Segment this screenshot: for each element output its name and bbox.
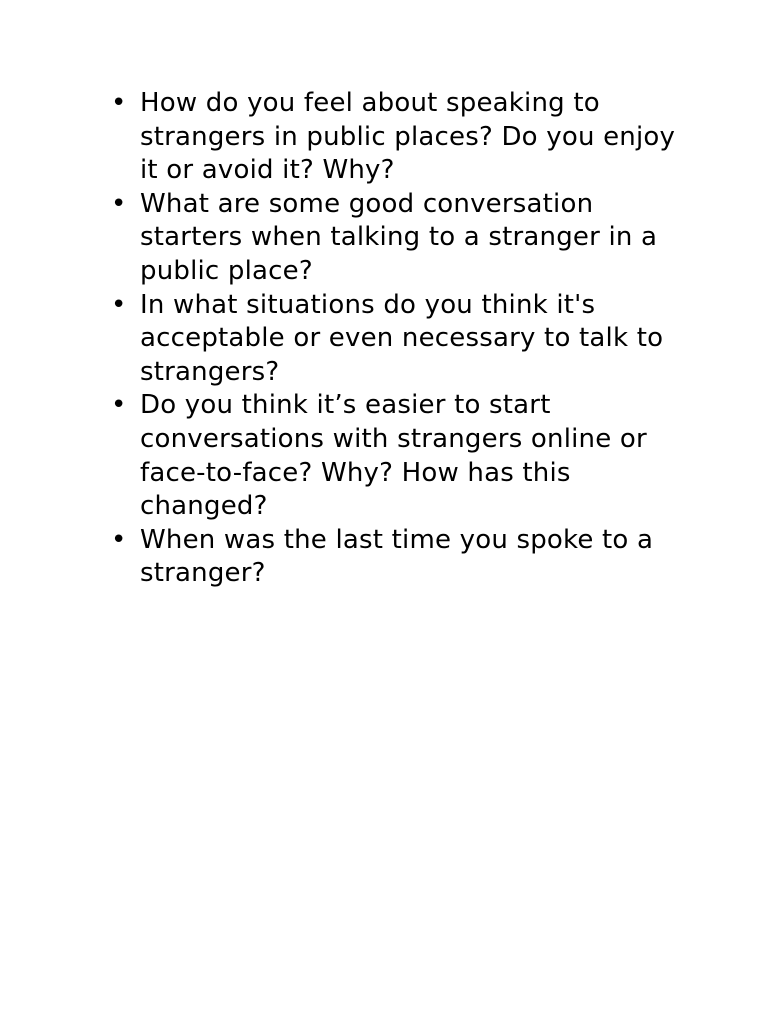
list-item [111,389,681,523]
question-text: Do you think it’s easier to start conversations with strangers online or face-to-face? Why? How has this changed? [140,390,647,522]
bullet-icon: • [111,524,127,555]
question-text: What are some good conversation starters when talking to a stranger in a public place? [140,188,658,286]
bullet-icon: • [111,88,127,118]
list-item [111,524,681,591]
question-text: How do you feel about speaking to strangers in public places? Do you enjoy it or avoid it? Why? [140,88,676,186]
list-item [111,188,681,289]
bullet-icon: • [111,188,127,219]
question-text: When was the last time you spoke to a stranger? [140,524,654,589]
bullet-icon: • [111,289,127,320]
list-item [111,87,681,188]
bullet-icon: • [111,390,127,421]
question-list [111,87,681,591]
question-text: In what situations do you think it's acceptable or even necessary to talk to strangers? [140,289,664,387]
list-item [111,289,681,390]
